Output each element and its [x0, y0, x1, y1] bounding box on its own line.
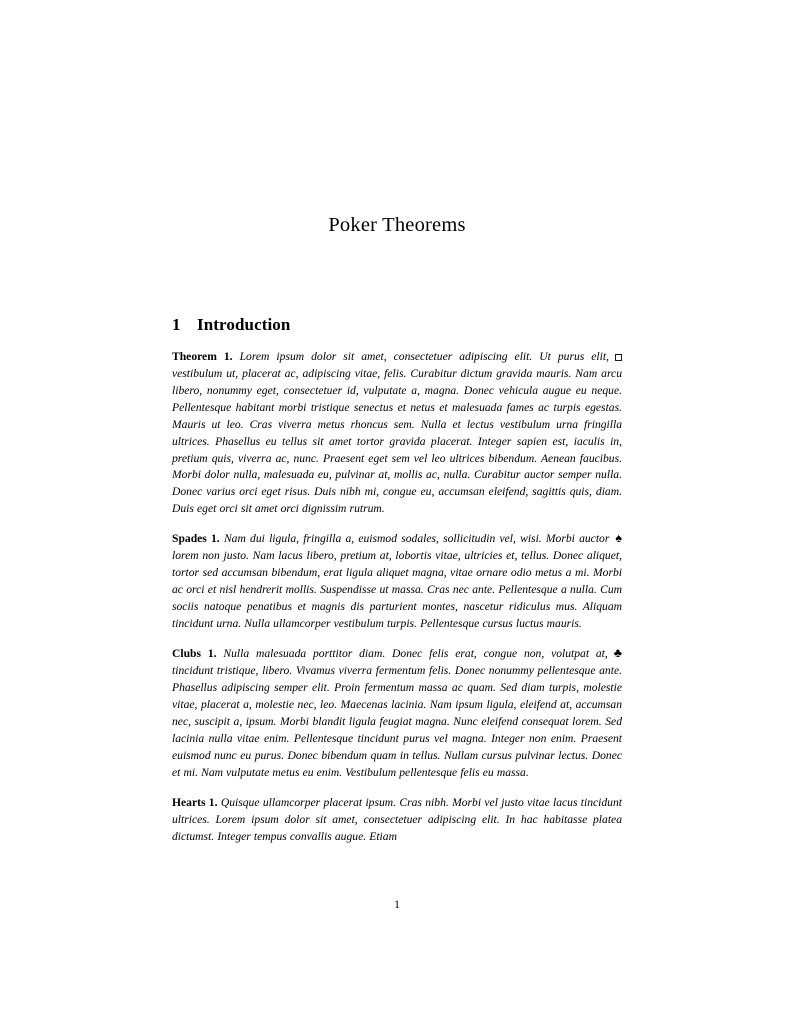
spades-label: Spades 1.: [172, 532, 220, 546]
qed-square-icon: [615, 354, 622, 361]
spades-body: Nam dui ligula, fringilla a, euismod sodales, sollicitudin vel, wisi. Morbi auctor lorem non justo. Nam lacus libero, pretium at, lobortis vitae, ultricies et, tellus. Donec aliquet, tortor sed accumsan bibendum, erat ligula aliquet magna, vitae ornare odio metus a mi. Morbi ac orci et nisl hendrerit mollis. Suspendisse ut massa. Cras nec ante. Pellentesque a nulla. Cum sociis natoque penatibus et magnis dis parturient montes, nascetur ridiculus mus. Aliquam tincidunt urna. Nulla ullamcorper vestibulum turpis. Pellentesque cursus luctus mauris.: [172, 532, 622, 631]
theorem-label: Theorem 1.: [172, 349, 233, 363]
clubs-label: Clubs 1.: [172, 647, 217, 661]
hearts-body: Quisque ullamcorper placerat ipsum. Cras nibh. Morbi vel justo vitae lacus tincidunt ultrices. Lorem ipsum dolor sit amet, consectetuer adipiscing elit. In hac habitasse platea dictumst. Integer tempus convallis augue. Etiam: [172, 796, 622, 844]
club-suit-icon: ♣: [613, 646, 622, 661]
spades-block: [172, 531, 622, 633]
hearts-block: [172, 795, 622, 846]
section-heading-introduction: [172, 238, 622, 335]
section-number: 1: [172, 314, 181, 334]
page-number: 1: [394, 898, 400, 911]
hearts-label: Hearts 1.: [172, 796, 218, 810]
section-title: Introduction: [197, 314, 291, 334]
theorem-body: Lorem ipsum dolor sit amet, consectetuer adipiscing elit. Ut purus elit, vestibulum ut, placerat ac, adipiscing vitae, felis. Curabitur dictum gravida mauris. Nam arcu libero, nonummy eget, consectetuer id, vulputate a, magna. Donec vehicula augue eu neque. Pellentesque habitant morbi tristique senectus et netus et malesuada fames ac turpis egestas. Mauris ut leo. Cras viverra metus rhoncus sem. Nulla et lectus vestibulum urna fringilla ultrices. Phasellus eu tellus sit amet tortor gravida placerat. Integer sapien est, iaculis in, pretium quis, viverra ac, nunc. Praesent eget sem vel leo ultrices bibendum. Aenean faucibus. Morbi dolor nulla, malesuada eu, pulvinar at, mollis ac, nulla. Curabitur auctor semper nulla. Donec varius orci eget risus. Duis nibh mi, congue eu, accumsan eleifend, sagittis quis, diam. Duis eget orci sit amet orci dignissim rutrum.: [172, 349, 622, 516]
clubs-body: Nulla malesuada porttitor diam. Donec felis erat, congue non, volutpat at, tincidunt tristique, libero. Vivamus viverra fermentum felis. Donec nonummy pellentesque ante. Phasellus adipiscing semper elit. Proin fermentum massa ac quam. Sed diam turpis, molestie vitae, placerat a, molestie nec, leo. Maecenas lacinia. Nam ipsum ligula, eleifend at, accumsan nec, suscipit a, ipsum. Morbi blandit ligula feugiat magna. Nunc eleifend consequat lorem. Sed lacinia nulla vitae enim. Pellentesque tincidunt purus vel magna. Integer non enim. Praesent euismod nunc eu purus. Donec bibendum quam in tellus. Nullam cursus pulvinar lectus. Donec et mi. Nam vulputate metus eu enim. Vestibulum pellentesque felis eu massa.: [172, 647, 622, 780]
spade-suit-icon: ♠: [615, 531, 622, 546]
theorem-block: [172, 349, 622, 519]
page-content: [172, 0, 622, 858]
clubs-block: [172, 646, 622, 782]
page-title: Poker Theorems: [328, 214, 466, 236]
